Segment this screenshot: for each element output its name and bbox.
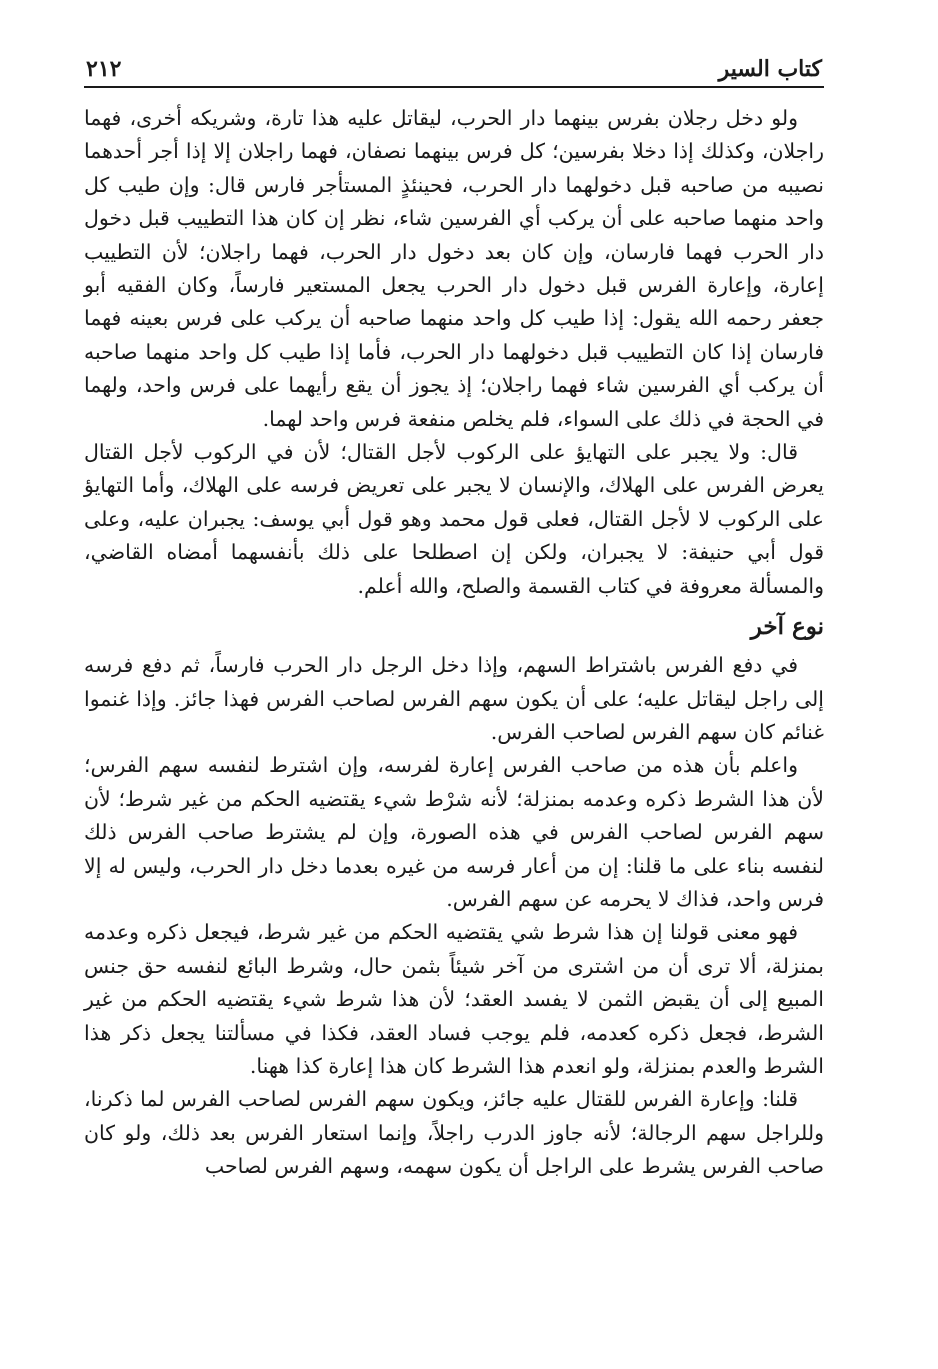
paragraph: قلنا: وإعارة الفرس للقتال عليه جائز، ويكون سهم الفرس لصاحب الفرس لما ذكرنا، وللراجل سهم الرجالة؛ لأنه جاوز الدرب راجلاً، وإنما استعار الفرس بعد ذلك، ولو كان صاحب الفرس يشرط على الراجل أن يكون سهمه، وسهم الفرس لصاحب	[84, 1087, 824, 1179]
section-heading: نوع آخر	[750, 613, 824, 641]
paragraph: ولو دخل رجلان بفرس بينهما دار الحرب، ليقاتل عليه هذا تارة، وشريكه أخرى، فهما راجلان، وكذلك إذا دخلا بفرسين؛ كل فرس بينهما نصفان، فهما راجلان إلا إذا أجر أحدهما نصيبه من صاحبه قبل دخولهما دار الحرب، فحينئذٍ المستأجر فارس قال: وإن طيب كل واحد منهما صاحبه على أن يركب أي الفرسين شاء، نظر إن كان هذا التطييب قبل دخول دار الحرب فهما فارسان، وإن كان بعد دخول دار الحرب، فهما راجلان؛ لأن التطييب إعارة، وإعارة الفرس قبل دخول دار الحرب يجعل المستعير فارساً، وكان الفقيه أبو جعفر رحمه الله يقول: إذا طيب كل واحد منهما صاحبه أن يركب على فرس بعينه فهما فارسان إذا كان التطييب قبل دخولهما دار الحرب، فأما إذا طيب كل واحد منهما صاحبه أن يركب أي الفرسين شاء فهما راجلان؛ إذ يجوز أن يقع رأيهما على فرس واحد، ولهما في الحجة في ذلك على السواء، فلم يخلص منفعة فرس واحد لهما.	[84, 106, 824, 431]
body-text	[84, 102, 824, 1184]
running-header	[84, 48, 824, 88]
page-number: ٢١٢	[86, 56, 122, 82]
paragraph: قال: ولا يجبر على التهايؤ على الركوب لأجل القتال؛ لأن في الركوب لأجل القتال يعرض الفرس على الهلاك، والإنسان لا يجبر على تعريض فرسه على الهلاك، وأما التهايؤ على الركوب لا لأجل القتال، فعلى قول محمد وهو قول أبي يوسف: يجبران عليه، وعلى قول أبي حنيفة: لا يجبران، ولكن إن اصطلحا على ذلك بأنفسهما أمضاه القاضي، والمسألة معروفة في كتاب القسمة والصلح، والله أعلم.	[84, 440, 824, 598]
running-title: كتاب السير	[718, 56, 822, 82]
paragraph: فهو معنى قولنا إن هذا شرط شي يقتضيه الحكم من غير شرط، فيجعل ذكره وعدمه بمنزلة، ألا ترى أن من اشترى من آخر شيئاً بثمن حال، وشرط البائع لنفسه حق جنس المبيع إلى أن يقبض الثمن لا يفسد العقد؛ لأن هذا شرط شيء يقتضيه الحكم من غير الشرط، فجعل ذكره كعدمه، فلم يوجب فساد العقد، فكذا في مسألتنا يجعل ذكر هذا الشرط والعدم بمنزلة، ولو انعدم هذا الشرط كان هذا إعارة كذا ههنا.	[84, 920, 824, 1078]
paragraph: واعلم بأن هذه من صاحب الفرس إعارة لفرسه، وإن اشترط لنفسه سهم الفرس؛ لأن هذا الشرط ذكره وعدمه بمنزلة؛ لأنه شرْط شيء يقتضيه الحكم من غير شرط؛ لأن سهم الفرس لصاحب الفرس في هذه الصورة، وإن لم يشترط صاحب الفرس ذلك لنفسه بناء على ما قلنا: إن من أعار فرسه من غيره بعدما دخل دار الحرب، وليس له إلا فرس واحد، فذاك لا يحرمه عن سهم الفرس.	[84, 753, 824, 911]
paragraph: في دفع الفرس باشتراط السهم، وإذا دخل الرجل دار الحرب فارساً، ثم دفع فرسه إلى راجل ليقاتل عليه؛ على أن يكون سهم الفرس لصاحب الفرس فهذا جائز. وإذا غنموا غنائم كان سهم الفرس لصاحب الفرس.	[84, 653, 824, 744]
book-page	[84, 48, 824, 1348]
